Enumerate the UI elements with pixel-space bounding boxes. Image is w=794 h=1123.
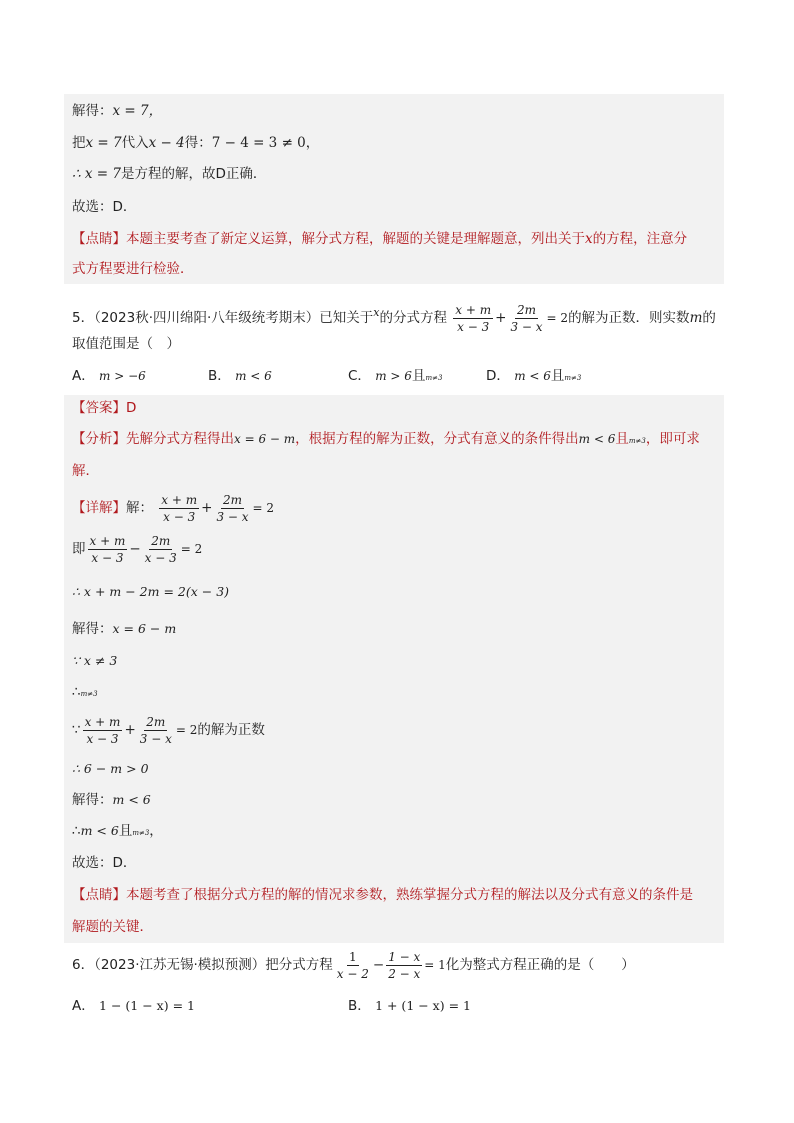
detail-line: 故选：D． — [72, 855, 137, 871]
solution-block-q4 — [64, 94, 724, 284]
detail-line: ∵ x ≠ 3 — [72, 653, 118, 668]
option-d: D． m < 6且m≠3 — [486, 368, 582, 384]
detail-line: 即 $\frac{x + m}{x - 3}$ − $\frac{2m}{x - 3}$ = 2 — [72, 533, 203, 565]
detail-line: ∴ 6 − m > 0 — [72, 761, 149, 776]
question-6-stem: 6．（2023·江苏无锡·模拟预测）把分式方程 $\frac{1}{x - 2}$ − $\frac{1 - x}{2 - x}$ = 1化为整式方程正确的是（ ） — [72, 949, 635, 981]
fraction: $\frac{x + m}{x - 3}$ — [161, 492, 198, 524]
option-c: C． m > 6且m≠3 — [348, 368, 443, 384]
detail-line: 解得：m < 6 — [72, 792, 151, 808]
fraction: $\frac{1 - x}{2 - x}$ — [388, 949, 421, 981]
fraction: $\frac{x + m}{x - 3}$ — [89, 533, 126, 565]
answer-line: 【答案】D — [72, 400, 137, 416]
comment-line: 【点睛】本题考查了根据分式方程的解的情况求参数，熟练掌握分式方程的解法以及分式有意义的条件是 — [72, 887, 693, 903]
question-5-stem: 取值范围是（ ） — [72, 336, 180, 352]
option-a: A． 1 − (1 − x) = 1 — [72, 998, 195, 1014]
detail-line: 【详解】解： $\frac{x + m}{x - 3}$ + $\frac{2m}{3 - x}$ = 2 — [72, 492, 275, 524]
solution-line: 解得：x = 7， — [72, 103, 163, 119]
fraction: $\frac{1}{x - 2}$ — [336, 949, 369, 981]
option-b: B． m < 6 — [208, 368, 272, 384]
comment-line: 【点睛】本题主要考查了新定义运算，解分式方程，解题的关键是理解题意，列出关于x的方程，注意分 — [72, 231, 688, 247]
analysis-line: 【分析】先解分式方程得出x = 6 − m，根据方程的解为正数，分式有意义的条件得出m < 6且m≠3，即可求 — [72, 431, 700, 447]
detail-line: 解得：x = 6 − m — [72, 621, 177, 637]
solution-line: ∴ x = 7是方程的解，故D正确． — [72, 166, 267, 182]
fraction: $\frac{2m}{3 - x}$ — [510, 302, 543, 334]
fraction: $\frac{x + m}{x - 3}$ — [455, 302, 492, 334]
solution-line: 把x = 7代入x − 4得：7 − 4 = 3 ≠ 0， — [72, 135, 320, 151]
option-b: B． 1 + (1 − x) = 1 — [348, 998, 471, 1014]
fraction: $\frac{2m}{x - 3}$ — [144, 533, 177, 565]
fraction: $\frac{2m}{3 - x}$ — [216, 492, 249, 524]
comment-line: 解题的关键． — [72, 919, 153, 935]
solution-line: 故选：D． — [72, 199, 137, 215]
fraction: $\frac{x + m}{x - 3}$ — [84, 714, 121, 746]
detail-line: ∴m≠3 — [72, 684, 98, 700]
analysis-line: 解． — [72, 463, 99, 479]
fraction: $\frac{2m}{3 - x}$ — [139, 714, 172, 746]
question-5-stem: 5．（2023秋·四川绵阳·八年级统考期末）已知关于$^x$的分式方程 $\frac{x + m}{x - 3}$ + $\frac{2m}{3 - x}$ = 2的解为正数．则实数m的 — [72, 302, 716, 334]
option-a: A． m > −6 — [72, 368, 146, 384]
detail-line: ∵ $\frac{x + m}{x - 3}$ + $\frac{2m}{3 - x}$ = 2的解为正数 — [72, 714, 265, 746]
detail-line: ∴ x + m − 2m = 2(x − 3) — [72, 584, 230, 599]
comment-line: 式方程要进行检验． — [72, 261, 194, 277]
solution-block-q5 — [64, 395, 724, 943]
detail-line: ∴m < 6且m≠3， — [72, 823, 163, 839]
